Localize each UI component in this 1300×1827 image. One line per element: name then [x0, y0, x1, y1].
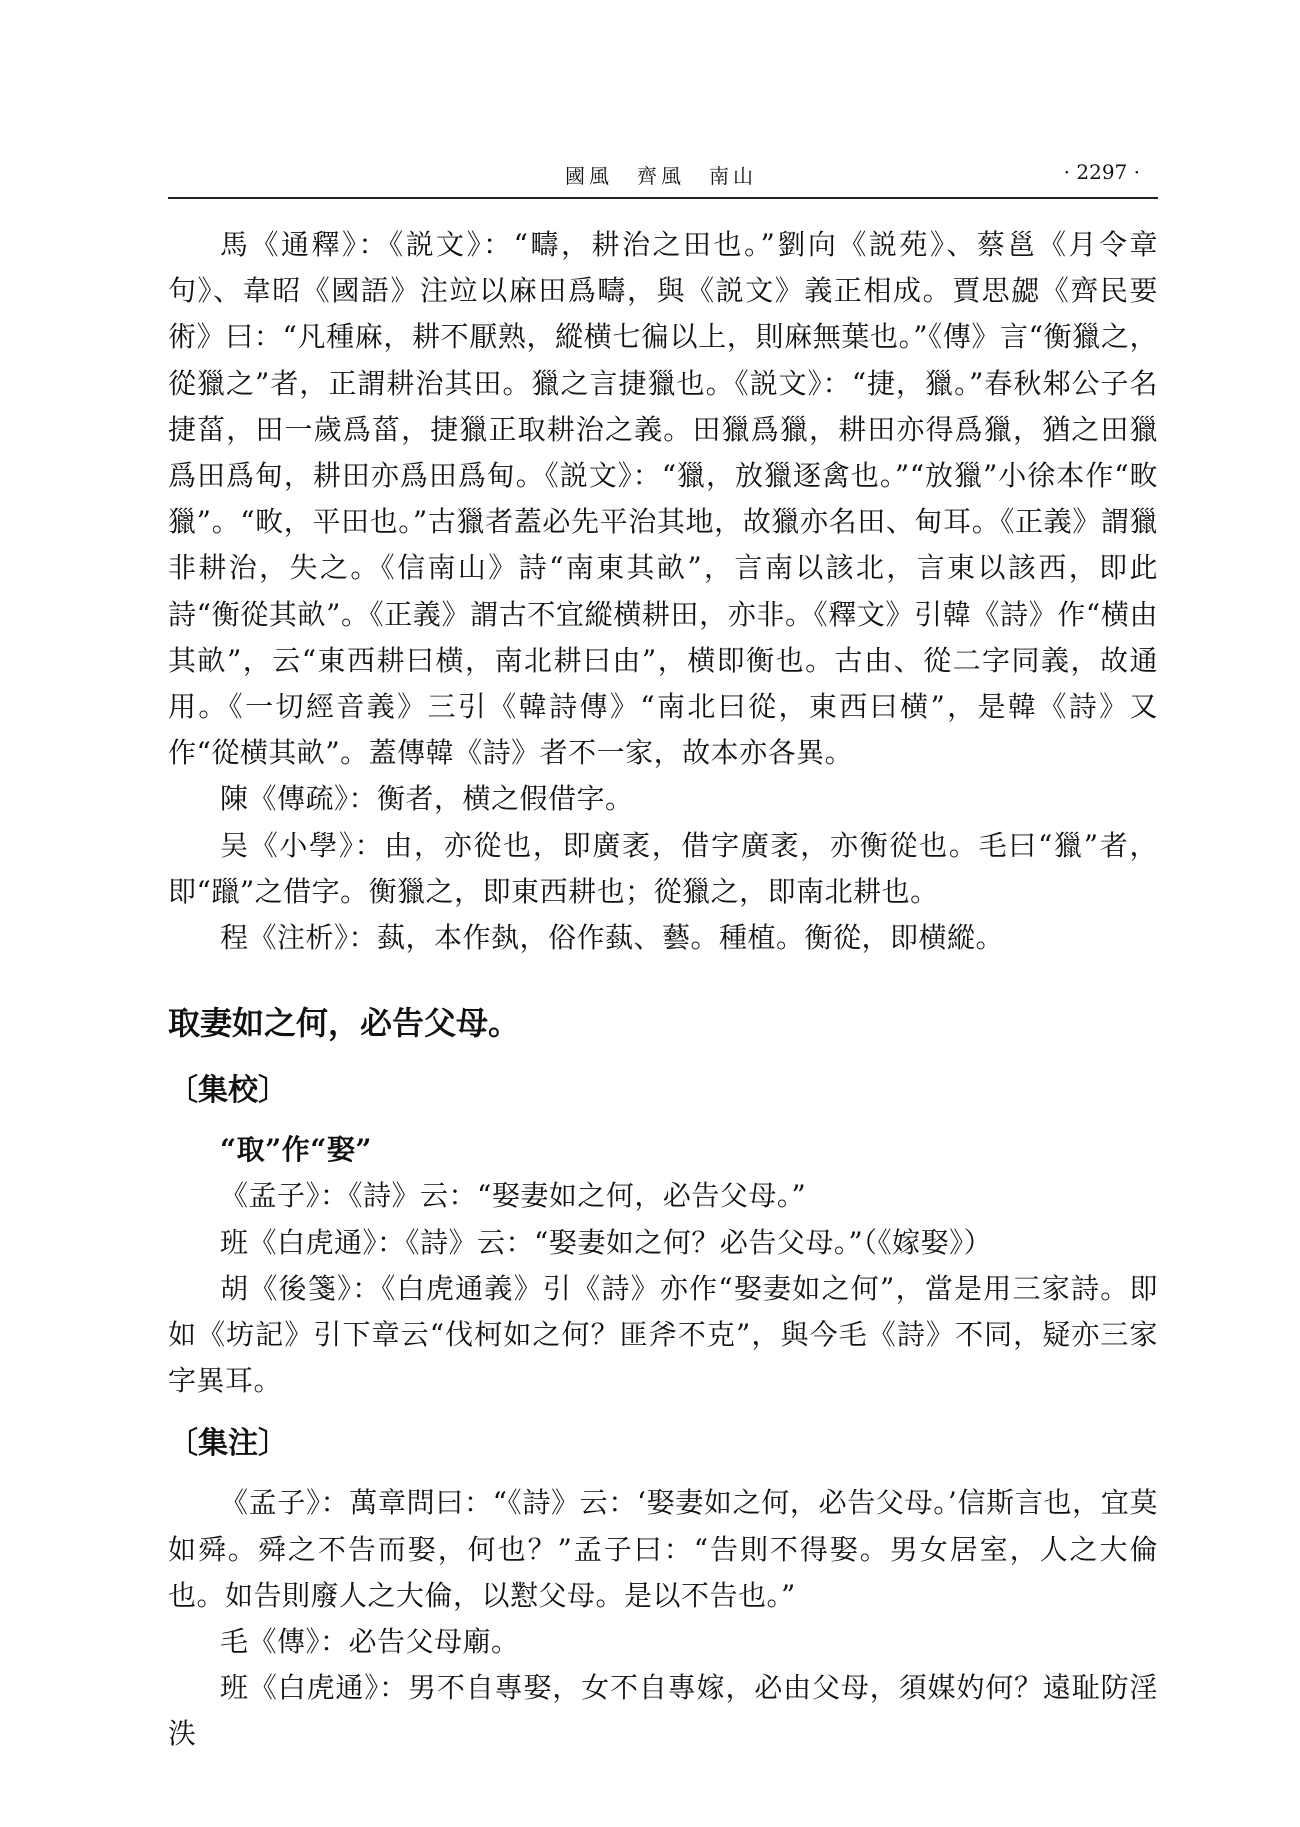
annotation-paragraph: 《孟子》：萬章問曰：“《詩》云：‘娶妻如之何，必告父母。’信斯言也，宜莫如舜。舜之不告而娶，何也？”孟子曰：“告則不得娶。男女居室，人之大倫也。如告則廢人之大倫，以懟父母。是以不告也。”: [168, 1486, 1158, 1612]
page-number: · 2297 ·: [1063, 160, 1140, 184]
running-title: 國風 齊風 南山: [565, 164, 757, 188]
annotation-paragraph: 毛《傳》：必告父母廟。: [220, 1625, 520, 1659]
running-header: [175, 158, 1160, 194]
section-label-jijiao: 〔集校〕: [168, 1073, 288, 1109]
section-label-jizhu: 〔集注〕: [168, 1426, 288, 1462]
collation-paragraph: 胡《後箋》：《白虎通義》引《詩》亦作“娶妻如之何”，當是用三家詩。即如《坊記》引下章云“伐柯如之何？匪斧不克”，與今毛《詩》不同，疑亦三家字異耳。: [168, 1271, 1158, 1398]
commentary-paragraph: 馬《通釋》：《説文》：“疇，耕治之田也。”劉向《説苑》、蔡邕《月令章句》、韋昭《國語》注竝以麻田爲疇，與《説文》義正相成。賈思勰《齊民要術》曰：“凡種麻，耕不厭熟，縱横七徧以上，則麻無葉也。”《傳》言“衡獵之，從獵之”者，正謂耕治其田。獵之言捷獵也。《説文》：“捷，獵。”春秋邾公子名捷菑，田一歲爲菑，捷獵正取耕治之義。田獵爲獵，耕田亦得爲獵，猶之田獵爲田爲甸，耕田亦爲田爲甸。《説文》：“獵，放獵逐禽也。”“放獵”小徐本作“畋獵”。“畋，平田也。”古獵者蓋必先平治其地，故獵亦名田、甸耳。《正義》謂獵非耕治，失之。《信南山》詩“南東其畝”，言南以該北，言東以該西，即此詩“衡從其畝”。《正義》謂古不宜縱横耕田，亦非。《釋文》引韓《詩》作“横由其畝”，云“東西耕曰横，南北耕曰由”，横即衡也。古由、從二字同義，故通用。《一切經音義》三引《韓詩傳》“南北曰從，東西曰横”，是韓《詩》又作“從横其畝”。蓋傳韓《詩》者不一家，故本亦各異。: [168, 228, 1158, 770]
collation-paragraph: 《孟子》：《詩》云：“娶妻如之何，必告父母。”: [220, 1179, 807, 1213]
collation-subhead: “取”作“娶”: [220, 1133, 372, 1167]
annotation-paragraph: 班《白虎通》：男不自專娶，女不自專嫁，必由父母，須媒妁何？遠耻防淫泆: [168, 1671, 1158, 1751]
commentary-paragraph: 陳《傳疏》：衡者，横之假借字。: [220, 782, 634, 816]
commentary-paragraph: 程《注析》：蓺，本作埶，俗作蓺、藝。種植。衡從，即横縱。: [220, 921, 1005, 955]
collation-paragraph: 班《白虎通》：《詩》云：“娶妻如之何？必告父母。”（《嫁娶》）: [220, 1225, 993, 1259]
commentary-paragraph: 吴《小學》：由，亦從也，即廣袤，借字廣袤，亦衡從也。毛曰“獵”者，即“躐”之借字。衡獵之，即東西耕也；從獵之，即南北耕也。: [168, 828, 1158, 908]
verse-heading: 取妻如之何，必告父母。: [168, 1004, 521, 1043]
page-body: [168, 222, 1158, 1758]
header-rule: [168, 197, 1158, 199]
